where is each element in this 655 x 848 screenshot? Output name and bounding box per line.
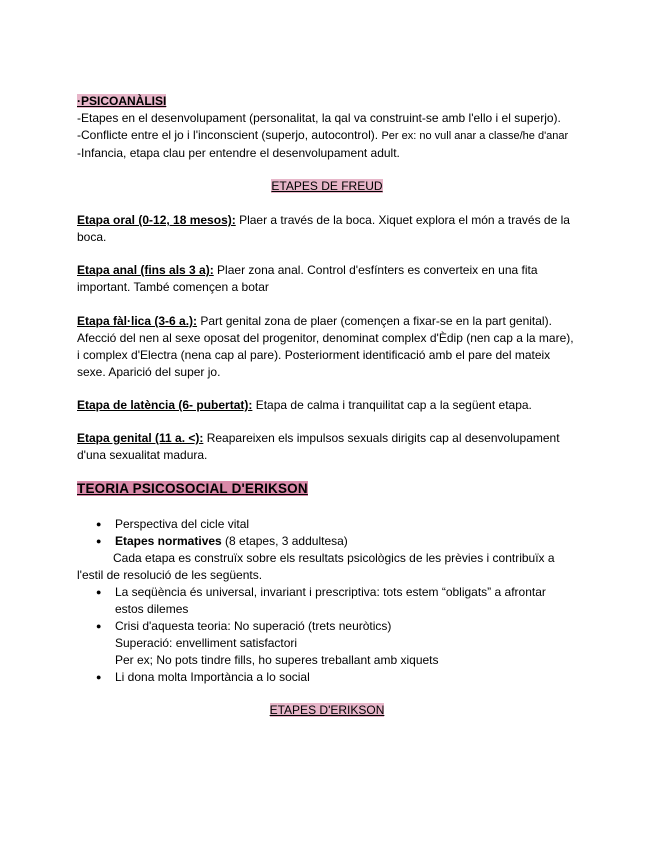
list-item: ● La seqüència és universal, invariant i prescriptiva: tots estem “obligats” a afrontar estos dilemes xyxy=(115,584,577,618)
stage-title: Etapa de latència (6- pubertat): xyxy=(77,398,253,412)
psicoanalisi-section xyxy=(77,93,577,162)
freud-stage-oral xyxy=(77,212,577,246)
stage-text: Reapareixen els impulsos sexuals dirigits cap al desenvolupament d'una sexualitat madura. xyxy=(77,431,560,462)
normative-detail: (8 etapes, 3 addultesa) xyxy=(221,534,348,548)
freud-stage-latencia xyxy=(77,397,577,414)
psico-line-2 xyxy=(77,127,577,145)
example-line: Per ex; No pots tindre fills, ho superes treballant amb xiquets xyxy=(115,653,439,667)
stage-title: Etapa anal (fins als 3 a): xyxy=(77,263,214,277)
freud-stage-falica xyxy=(77,313,577,381)
list-item xyxy=(115,618,577,669)
stage-title: Etapa oral (0-12, 18 mesos): xyxy=(77,213,236,227)
stage-text: Part genital zona de plaer (començen a fixar-se en la part genital). Afecció del nen al sexe oposat del progenitor, denominat complex d'Èdip (nen cap a la mare), i complex d'Electra (nena cap al pare). Posteriorment identificació amb el pare del mateix sexe. Aparició del super jo. xyxy=(77,314,574,379)
erikson-list-1 xyxy=(77,516,577,550)
freud-heading: ETAPES DE FREUD xyxy=(271,179,383,193)
stage-title: Etapa fàl·lica (3-6 a.): xyxy=(77,314,198,328)
erikson-stages-heading: ETAPES D'ERIKSON xyxy=(269,703,385,717)
erikson-heading: TEORIA PSICOSOCIAL D'ERIKSON xyxy=(77,481,308,496)
stage-text: Plaer a través de la boca. Xiquet explora el món a través de la boca. xyxy=(77,213,570,244)
stage-text: Plaer zona anal. Control d'esfínters es converteix en una fita important. També començen a botar xyxy=(77,263,538,294)
psico-line-1: -Etapes en el desenvolupament (personalitat, la qal va construint-se amb l'ello i el superjo). xyxy=(77,111,561,125)
erikson-list-2 xyxy=(77,584,577,686)
document-page xyxy=(77,93,577,719)
overcoming-line: Superació: envelliment satisfactori xyxy=(115,636,298,650)
psico-line-2-example: Per ex: no vull anar a classe/he d'anar xyxy=(381,130,569,142)
list-item xyxy=(115,533,577,550)
crisis-line: ● Crisi d'aquesta teoria: No superació (trets neuròtics) xyxy=(115,619,392,633)
psicoanalisi-title: ·PSICOANÀLISI xyxy=(77,94,167,108)
psico-line-3: -Infancia, etapa clau per entendre el desenvolupament adult. xyxy=(77,146,400,160)
list-item: ● Perspectiva del cicle vital xyxy=(115,516,577,533)
list-item: ● Li dona molta Importància a lo social xyxy=(115,669,577,686)
freud-stage-genital xyxy=(77,430,577,464)
stage-title: Etapa genital (11 a. <): xyxy=(77,431,204,445)
erikson-paragraph: Cada etapa es construïx sobre els resultats psicològics de les prèvies i contribuïx a l'estil de resolució de les següents. xyxy=(77,551,555,582)
normative-label: Etapes normatives xyxy=(115,534,222,548)
freud-stage-anal xyxy=(77,262,577,296)
psico-line-2-main: -Conflicte entre el jo i l'inconscient (superjo, autocontrol). xyxy=(77,128,382,142)
stage-text: Etapa de calma i tranquilitat cap a la següent etapa. xyxy=(252,398,532,412)
